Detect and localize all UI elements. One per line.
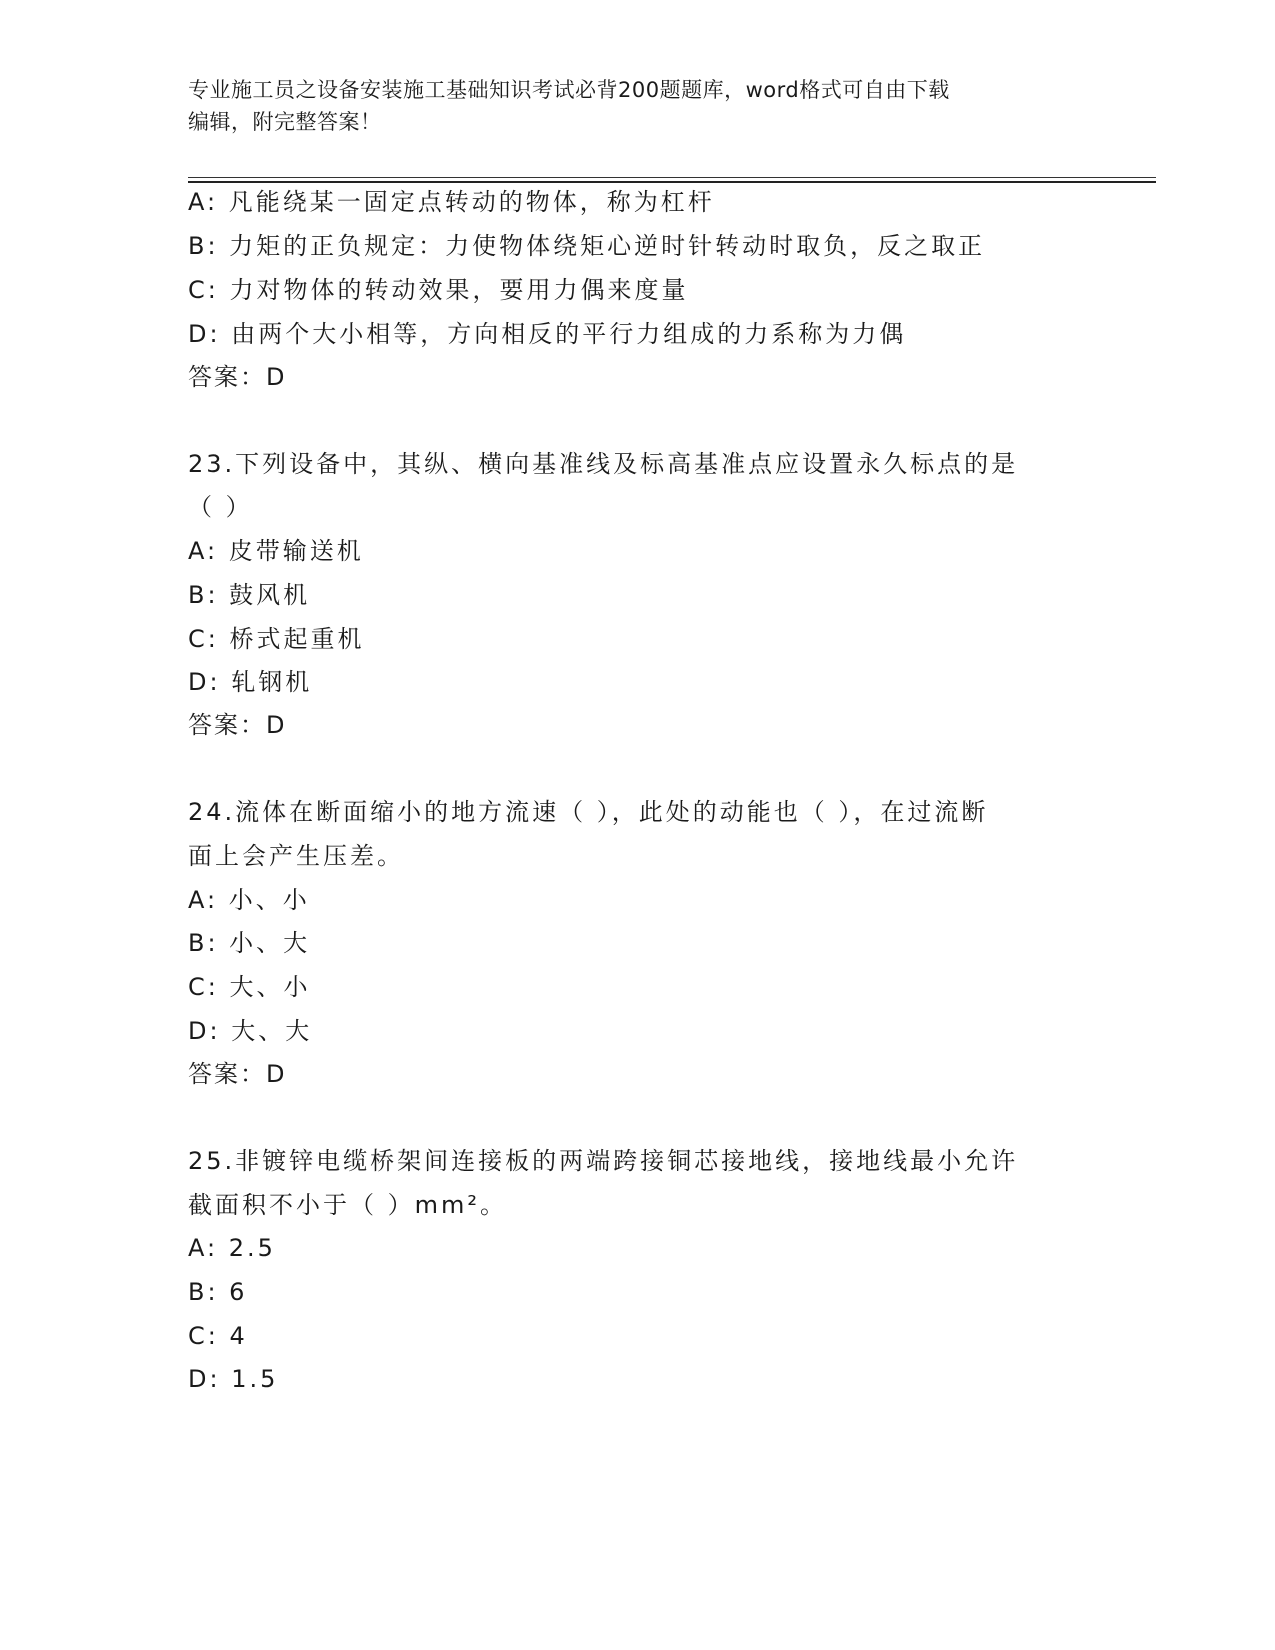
- q24-option-c: C: 大、小: [188, 973, 311, 1001]
- q25-option-c: C: 4: [188, 1322, 248, 1350]
- q23-stem-line-2: （ ）: [188, 493, 253, 521]
- q24-option-a: A: 小、小: [188, 886, 310, 914]
- q23-option-d: D: 轧钢机: [188, 668, 313, 696]
- q23-option-c: C: 桥式起重机: [188, 625, 365, 653]
- q25-option-a: A: 2.5: [188, 1234, 276, 1262]
- q22-option-c: C: 力对物体的转动效果，要用力偶来度量: [188, 276, 689, 304]
- document-header: [188, 74, 1068, 138]
- q22-option-a: A: 凡能绕某一固定点转动的物体，称为杠杆: [188, 188, 715, 216]
- q22-option-d: D: 由两个大小相等，方向相反的平行力组成的力系称为力偶: [188, 320, 907, 348]
- q24-stem-line-1: 24.流体在断面缩小的地方流速（ ），此处的动能也（ ），在过流断: [188, 798, 989, 826]
- q25-option-b: B: 6: [188, 1278, 248, 1306]
- q25-stem-line-1: 25.非镀锌电缆桥架间连接板的两端跨接铜芯接地线，接地线最小允许: [188, 1147, 1019, 1175]
- q23-answer: 答案：D: [188, 711, 287, 739]
- q22-option-b: B: 力矩的正负规定：力使物体绕矩心逆时针转动时取负，反之取正: [188, 232, 986, 260]
- q24-option-d: D: 大、大: [188, 1017, 313, 1045]
- header-title-line-2: 编辑，附完整答案！: [188, 110, 382, 134]
- q24-option-b: B: 小、大: [188, 929, 311, 957]
- q22-answer: 答案：D: [188, 363, 287, 391]
- q25-stem-line-2: 截面积不小于（ ）mm²。: [188, 1191, 508, 1219]
- header-title-line-1: 专业施工员之设备安装施工基础知识考试必背200题题库，word格式可自由下载: [188, 78, 950, 102]
- q24-answer: 答案：D: [188, 1060, 287, 1088]
- q23-stem-line-1: 23.下列设备中，其纵、横向基准线及标高基准点应设置永久标点的是: [188, 450, 1019, 478]
- q23-option-b: B: 鼓风机: [188, 581, 311, 609]
- q23-option-a: A: 皮带输送机: [188, 537, 364, 565]
- header-divider-thick: [188, 181, 1156, 183]
- q24-stem-line-2: 面上会产生压差。: [188, 842, 404, 870]
- q25-option-d: D: 1.5: [188, 1365, 279, 1393]
- header-divider-thin: [188, 177, 1156, 178]
